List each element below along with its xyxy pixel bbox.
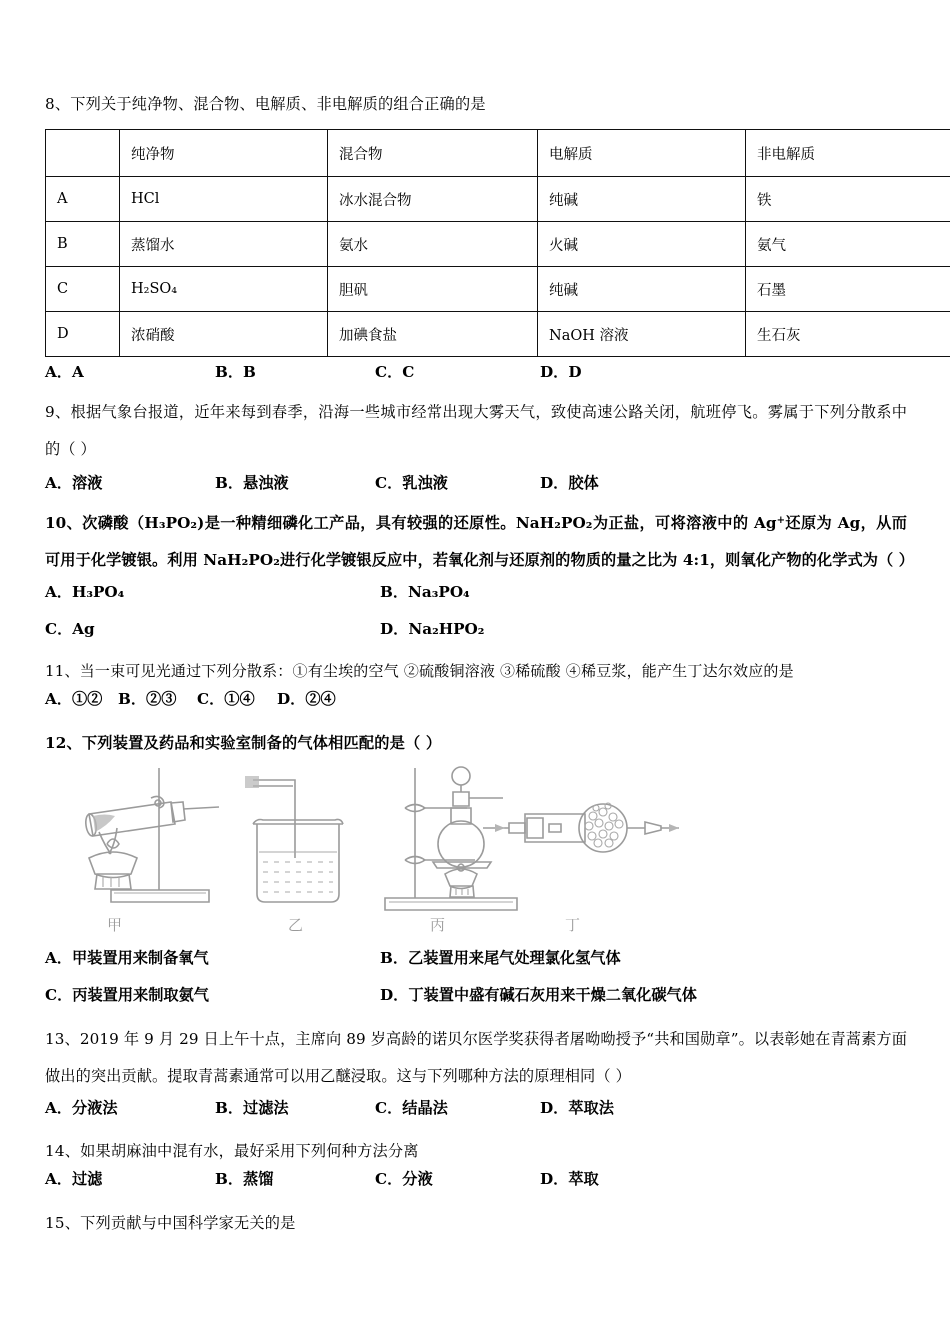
- question-10-options-row2: [45, 618, 907, 655]
- option-13-a[interactable]: A．分液法: [45, 1099, 118, 1117]
- option-9-a[interactable]: A．溶液: [45, 474, 103, 492]
- question-8-options: [45, 361, 907, 394]
- option-14-d[interactable]: D．萃取: [540, 1170, 599, 1188]
- cell-d-nonelectrolyte: 生石灰: [746, 312, 950, 357]
- option-9-d[interactable]: D．胶体: [540, 474, 599, 492]
- option-11-b[interactable]: B．②③: [118, 690, 177, 708]
- table-header-nonelectrolyte: 非电解质: [746, 130, 950, 177]
- question-11-options: [45, 688, 907, 721]
- option-13-b[interactable]: B．过滤法: [215, 1099, 289, 1117]
- question-13-options: [45, 1097, 907, 1130]
- option-11-d[interactable]: D．②④: [277, 690, 336, 708]
- cell-c-mixture: 胆矾: [328, 267, 538, 312]
- option-12-b[interactable]: B．乙装置用来尾气处理氯化氢气体: [380, 949, 621, 967]
- substance-classification-table: [45, 129, 950, 357]
- cell-a-electrolyte: 纯碱: [538, 177, 746, 222]
- option-12-c[interactable]: C．丙装置用来制取氨气: [45, 986, 209, 1004]
- question-11-stem: 11、当一束可见光通过下列分散系：①有尘埃的空气 ②硫酸铜溶液 ③稀硫酸 ④稀豆浆，能产生丁达尔效应的是: [45, 662, 794, 680]
- option-14-c[interactable]: C．分液: [375, 1170, 433, 1188]
- option-10-c[interactable]: C．Ag: [45, 620, 95, 638]
- cell-c-pure: H₂SO₄: [120, 267, 328, 312]
- table-row: [46, 222, 950, 267]
- cell-b-mixture: 氨水: [328, 222, 538, 267]
- cell-c-nonelectrolyte: 石墨: [746, 267, 950, 312]
- cell-c-electrolyte: 纯碱: [538, 267, 746, 312]
- option-8-c[interactable]: C．C: [375, 363, 415, 381]
- cell-a-pure: HCl: [120, 177, 328, 222]
- table-header-electrolyte: 电解质: [538, 130, 746, 177]
- cell-d-pure: 浓硝酸: [120, 312, 328, 357]
- cell-a-mixture: 冰水混合物: [328, 177, 538, 222]
- apparatus-figure-group: [45, 762, 901, 947]
- question-10-stem: [45, 505, 915, 579]
- question-12-options-row2: [45, 984, 907, 1021]
- option-9-b[interactable]: B．悬浊液: [215, 474, 289, 492]
- option-9-c[interactable]: C．乳浊液: [375, 474, 448, 492]
- table-header-row: [46, 130, 950, 177]
- question-10-options-row1: [45, 581, 907, 618]
- option-8-d[interactable]: D．D: [540, 363, 582, 381]
- option-14-a[interactable]: A．过滤: [45, 1170, 103, 1188]
- row-label-a: A: [46, 177, 120, 222]
- option-11-a[interactable]: A．①②: [45, 690, 103, 708]
- option-8-b[interactable]: B．B: [215, 363, 256, 381]
- option-14-b[interactable]: B．蒸馏: [215, 1170, 274, 1188]
- question-12-stem: 12、下列装置及药品和实验室制备的气体相匹配的是（ ）: [45, 734, 442, 752]
- apparatus-label-jia: 甲: [107, 916, 123, 934]
- option-13-c[interactable]: C．结晶法: [375, 1099, 448, 1117]
- row-label-d: D: [46, 312, 120, 357]
- cell-b-pure: 蒸馏水: [120, 222, 328, 267]
- table-row: [46, 312, 950, 357]
- cell-b-nonelectrolyte: 氨气: [746, 222, 950, 267]
- cell-d-electrolyte: NaOH 溶液: [538, 312, 746, 357]
- test-tube-heating-apparatus: [59, 762, 229, 912]
- cell-a-nonelectrolyte: 铁: [746, 177, 950, 222]
- option-12-d[interactable]: D．丁装置中盛有碱石灰用来干燥二氧化碳气体: [380, 986, 697, 1004]
- question-13-stem: 13、2019 年 9 月 29 日上午十点，主席向 89 岁高龄的诺贝尔医学奖获得者屠呦呦授予“共和国勋章”。以表彰她在青蒿素方面做出的突出贡献。提取青蒿素通常可以用乙醚浸取。这与下列哪种方法的原理相同（ ）: [45, 1030, 907, 1085]
- option-11-c[interactable]: C．①④: [197, 690, 255, 708]
- question-8-stem: 8、下列关于纯净物、混合物、电解质、非电解质的组合正确的是: [45, 95, 486, 113]
- drying-tube-apparatus: [465, 796, 685, 876]
- row-label-b: B: [46, 222, 120, 267]
- cell-d-mixture: 加碘食盐: [328, 312, 538, 357]
- table-header-pure: 纯净物: [120, 130, 328, 177]
- question-10-charge-superscript: +: [776, 515, 786, 527]
- question-15-stem: 15、下列贡献与中国科学家无关的是: [45, 1214, 296, 1232]
- table-row: [46, 177, 950, 222]
- table-row: [46, 267, 950, 312]
- question-9-options: [45, 472, 907, 505]
- table-header-blank: [46, 130, 120, 177]
- table-header-mixture: 混合物: [328, 130, 538, 177]
- cell-b-electrolyte: 火碱: [538, 222, 746, 267]
- apparatus-label-bing: 丙: [430, 916, 446, 934]
- option-13-d[interactable]: D．萃取法: [540, 1099, 614, 1117]
- beaker-gas-absorption-apparatus: [235, 762, 375, 912]
- question-10-stem-part1: 10、次磷酸（H₃PO₂)是一种精细磷化工产品，具有较强的还原性。NaH₂PO₂为正盐，可将溶液中的 Ag: [45, 514, 777, 532]
- question-9-stem: 9、根据气象台报道，近年来每到春季，沿海一些城市经常出现大雾天气，致使高速公路关闭，航班停飞。雾属于下列分散系中的（ ）: [45, 403, 907, 458]
- option-10-d[interactable]: D．Na₂HPO₂: [380, 620, 485, 638]
- option-10-b[interactable]: B．Na₃PO₄: [380, 583, 470, 601]
- question-10-stem-part2: 还原为 Ag，从而可用于化学镀银。利用 NaH₂PO₂进行化学镀银反应中，若氧化剂与还原剂的物质的量之比为 4:1，则氧化产物的化学式为（ ）: [45, 514, 915, 569]
- apparatus-label-yi: 乙: [288, 916, 304, 934]
- question-14-stem: 14、如果胡麻油中混有水，最好采用下列何种方法分离: [45, 1142, 419, 1160]
- question-12-options-row1: [45, 947, 907, 984]
- option-10-a[interactable]: A．H₃PO₄: [45, 583, 125, 601]
- page-content: [45, 88, 915, 1240]
- question-14-options: [45, 1168, 907, 1201]
- row-label-c: C: [46, 267, 120, 312]
- option-12-a[interactable]: A．甲装置用来制备氧气: [45, 949, 209, 967]
- apparatus-label-ding: 丁: [565, 916, 581, 934]
- option-8-a[interactable]: A．A: [45, 363, 84, 381]
